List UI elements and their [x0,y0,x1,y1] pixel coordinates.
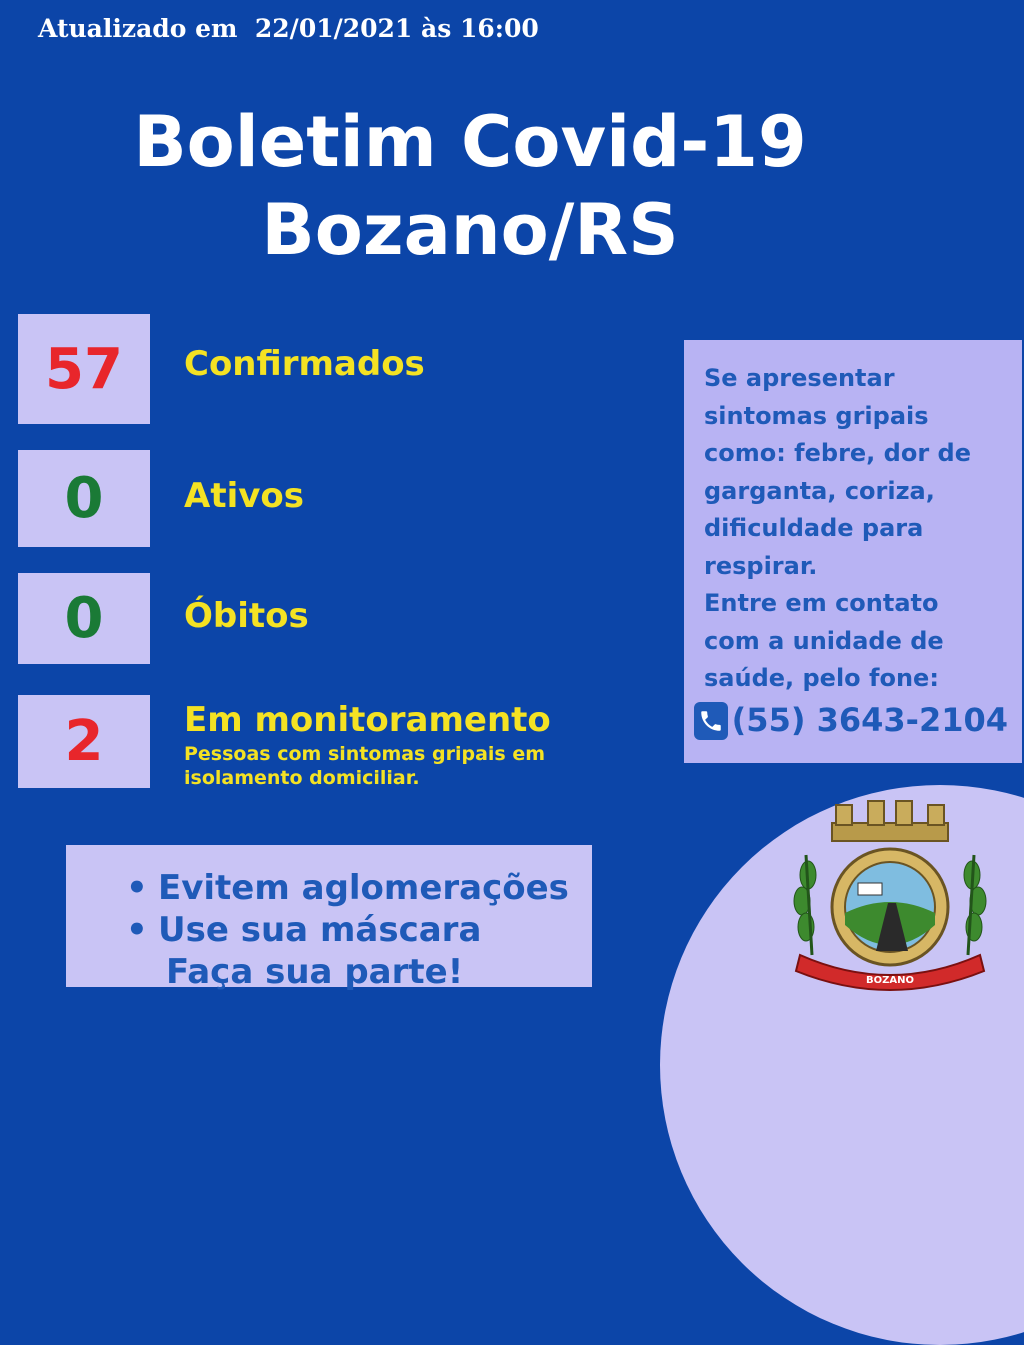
municipal-coat-of-arms [780,795,1000,995]
info-line: Se apresentar [704,364,895,392]
confirmed-count: 57 [45,336,123,402]
active-count: 0 [64,466,104,531]
monitoring-count: 2 [64,709,104,774]
ribbon-text: BOZANO [866,975,914,986]
monitoring-description-line-1: Pessoas com sintomas gripais em [184,743,546,765]
info-line: respirar. [704,551,818,580]
deaths-label: Óbitos [184,596,309,636]
title-line-1: Boletim Covid-19 [133,101,807,183]
phone-number: (55) 3643-2104 [731,700,1008,739]
crown-icon [832,801,948,841]
slogan: Faça sua parte! [166,952,464,992]
prevention-tips-box [66,845,592,992]
monitoring-description [184,742,545,790]
title-line-2: Bozano/RS [261,189,679,271]
symptoms-info-box [684,340,1022,763]
page-title [0,98,940,274]
info-line: dificuldade para [704,514,924,542]
confirmed-label: Confirmados [184,344,425,384]
bullet-icon: • [126,868,148,908]
monitoring-count-box [18,695,150,788]
info-line: saúde, pelo fone: [704,664,939,692]
confirmed-count-box [18,314,150,424]
tip-item [66,909,592,951]
bullet-icon: • [126,910,148,950]
phone-icon [694,702,728,740]
updated-timestamp: Atualizado em 22/01/2021 às 16:00 [38,14,539,43]
info-line: Entre em contato [704,589,939,617]
info-line: como: febre, dor de [704,439,971,467]
tip-text: Use sua máscara [158,910,482,950]
deaths-count: 0 [64,586,104,651]
tip-text: Evitem aglomerações [158,868,569,908]
shield-icon [832,849,948,965]
active-count-box [18,450,150,547]
active-label: Ativos [184,476,304,516]
info-line: garganta, coriza, [704,476,935,505]
deaths-count-box [18,573,150,664]
info-line: sintomas gripais [704,401,929,430]
monitoring-label: Em monitoramento [184,700,551,740]
phone-contact [694,702,1008,740]
monitoring-description-line-2: isolamento domiciliar. [184,767,420,789]
info-line: com a unidade de [704,626,944,655]
tip-item [66,867,592,909]
